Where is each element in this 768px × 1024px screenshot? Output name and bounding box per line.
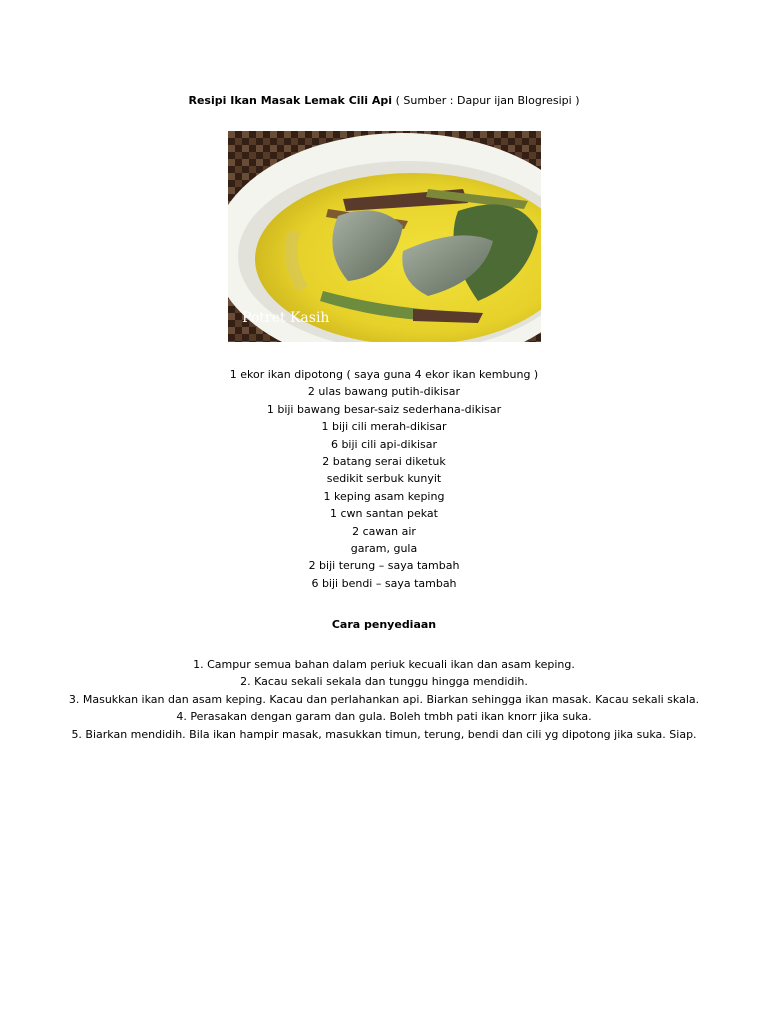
recipe-source: ( Sumber : Dapur ijan Blogresipi ) xyxy=(392,94,580,107)
ingredient-item: 6 biji bendi – saya tambah xyxy=(311,576,457,590)
curry-bowl-image xyxy=(228,131,541,342)
ingredients-list xyxy=(0,366,768,592)
ingredient-item: 1 keping asam keping xyxy=(323,489,445,503)
method-step: 2. Kacau sekali sekala dan tunggu hingga mendidih. xyxy=(240,675,528,689)
recipe-title xyxy=(0,93,768,109)
method-steps xyxy=(0,656,768,743)
ingredient-item: sedikit serbuk kunyit xyxy=(326,472,442,486)
ingredient-item: 2 batang serai diketuk xyxy=(322,455,446,469)
ingredient-item: 1 biji bawang besar-saiz sederhana-dikisar xyxy=(266,402,502,416)
recipe-title-main: Resipi Ikan Masak Lemak Cili Api xyxy=(188,94,393,107)
recipe-photo xyxy=(228,131,541,342)
method-step: 5. Biarkan mendidih. Bila ikan hampir masak, masukkan timun, terung, bendi dan cili yg dipotong jika suka. Siap. xyxy=(71,727,697,741)
method-step: 3. Masukkan ikan dan asam keping. Kacau dan perlahankan api. Biarkan sehingga ikan masak. Kacau sekali skala. xyxy=(68,692,700,706)
ingredient-item: 2 biji terung – saya tambah xyxy=(308,559,460,573)
ingredient-item: 2 cawan air xyxy=(352,524,416,538)
ingredient-item: 2 ulas bawang putih-dikisar xyxy=(307,385,461,399)
ingredient-item: 1 cwn santan pekat xyxy=(330,507,438,521)
ingredient-item: garam, gula xyxy=(350,542,418,556)
method-heading: Cara penyediaan xyxy=(331,618,437,631)
photo-watermark: Potret Kasih xyxy=(242,310,330,326)
ingredient-item: 1 biji cili merah-dikisar xyxy=(321,420,447,434)
ingredient-item: 1 ekor ikan dipotong ( saya guna 4 ekor ikan kembung ) xyxy=(229,368,539,381)
ingredient-item: 6 biji cili api-dikisar xyxy=(330,437,438,451)
method-step: 4. Perasakan dengan garam dan gula. Boleh tmbh pati ikan knorr jika suka. xyxy=(176,710,592,724)
method-step: 1. Campur semua bahan dalam periuk kecuali ikan dan asam keping. xyxy=(193,658,575,671)
